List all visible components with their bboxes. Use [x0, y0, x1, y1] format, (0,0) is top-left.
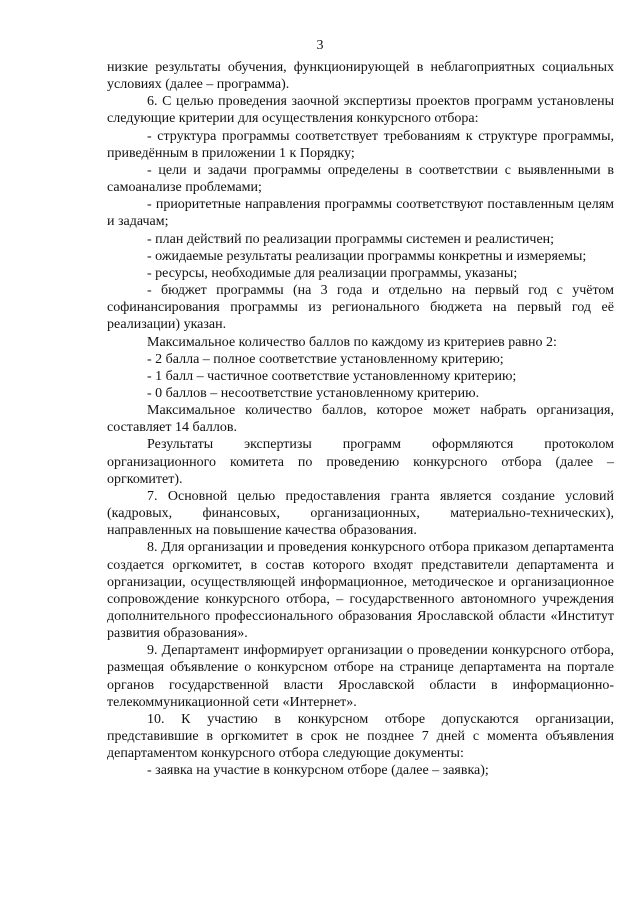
paragraph: 10. К участию в конкурсном отборе допускаются организации, представившие в оргкомитет в срок не позднее 7 дней с момента объявления департаментом конкурсного отбора следующие документы: — [107, 711, 614, 762]
paragraph: 6. С целью проведения заочной экспертизы проектов программ установлены следующие критерии для осуществления конкурсного отбора: — [107, 94, 614, 127]
paragraph: - бюджет программы (на 3 года и отдельно на первый год с учётом софинансирования программы из регионального бюджета на первый год её реализации) указан. — [107, 283, 614, 333]
paragraph: - приоритетные направления программы соответствуют поставленным целям и задачам; — [107, 197, 614, 230]
paragraph: - 0 баллов – несоответствие установленному критерию. — [147, 385, 480, 401]
paragraph: Максимальное количество баллов, которое может набрать организация, составляет 14 баллов. — [107, 403, 614, 436]
paragraph: низкие результаты обучения, функционирующей в неблагоприятных социальных условиях (далее – программа). — [107, 60, 614, 93]
paragraph: Максимальное количество баллов по каждому из критериев равно 2: — [147, 334, 557, 350]
paragraph: - 2 балла – полное соответствие установленному критерию; — [147, 351, 504, 367]
paragraph: 7. Основной целью предоставления гранта является создание условий (кадровых, финансовых, организационных, материально-технических), направленных на повышение качества образования. — [107, 488, 614, 539]
paragraph: 8. Для организации и проведения конкурсного отбора приказом департамента создается оргкомитет, в состав которого входят представители департамента и организации, осуществляющей информационное, методическое и организационное сопровождение конкурсного отбора, – государственного автономного учреждения дополнительного профессионального образования Ярославской области «Институт развития образования». — [107, 540, 614, 642]
document-body — [107, 59, 614, 780]
paragraph: 9. Департамент информирует организации о проведении конкурсного отбора, размещая объявление о конкурсном отборе на странице департамента на портале органов государственной власти Ярославской области в информационно-телекоммуникационной сети «Интернет». — [107, 643, 614, 710]
paragraph: - цели и задачи программы определены в соответствии с выявленными в самоанализе проблемами; — [107, 162, 614, 196]
paragraph: - 1 балл – частичное соответствие установленному критерию; — [147, 368, 517, 384]
paragraph: - ресурсы, необходимые для реализации программы, указаны; — [147, 265, 518, 281]
paragraph: - заявка на участие в конкурсном отборе (далее – заявка); — [147, 763, 489, 779]
paragraph: Результаты экспертизы программ оформляются протоколом организационного комитета по проведению конкурсного отбора (далее – оргкомитет). — [107, 437, 614, 487]
paragraph: - план действий по реализации программы системен и реалистичен; — [147, 231, 555, 247]
paragraph: - структура программы соответствует требованиям к структуре программы, приведённым в приложении 1 к Порядку; — [107, 128, 614, 161]
page-number: 3 — [316, 38, 324, 53]
paragraph: - ожидаемые результаты реализации программы конкретны и измеряемы; — [147, 248, 587, 264]
